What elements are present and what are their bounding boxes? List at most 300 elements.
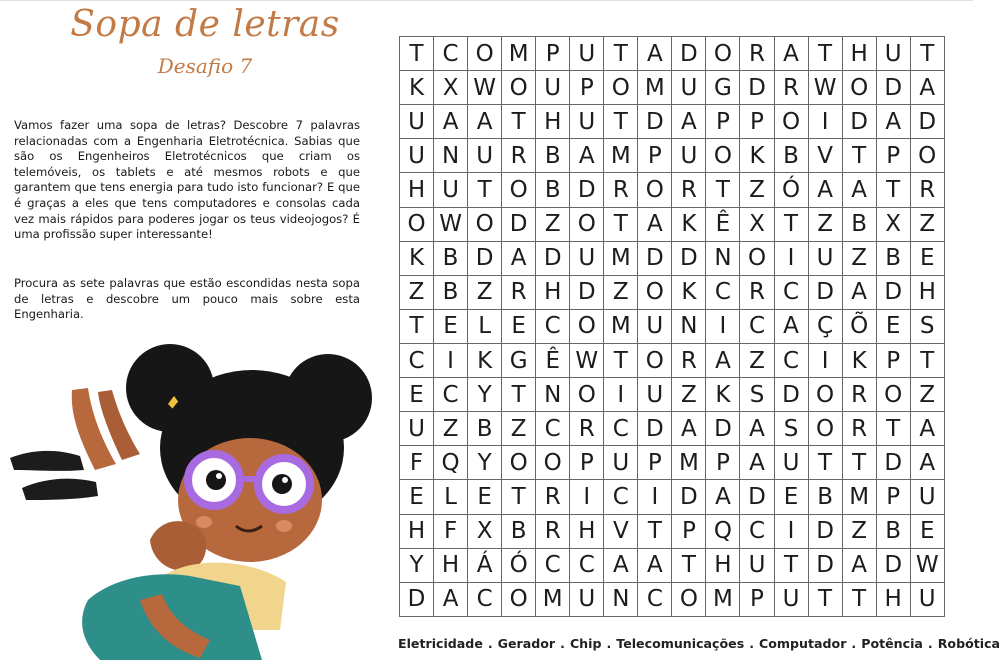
grid-cell[interactable]: H: [911, 276, 945, 310]
shoe-left: [10, 451, 84, 471]
grid-cell[interactable]: T: [911, 344, 945, 378]
grid-cell[interactable]: D: [638, 105, 672, 139]
grid-cell[interactable]: D: [877, 276, 911, 310]
grid-cell[interactable]: U: [638, 378, 672, 412]
grid-cell[interactable]: Z: [740, 173, 774, 207]
grid-cell[interactable]: K: [706, 378, 740, 412]
grid-cell[interactable]: C: [536, 412, 570, 446]
grid-cell[interactable]: L: [434, 480, 468, 514]
grid-cell[interactable]: U: [911, 583, 945, 617]
instructions-paragraph: Procura as sete palavras que estão escondidas nesta sopa de letras e descobre um pouco mais sobre esta Engenharia.: [14, 276, 360, 322]
grid-cell[interactable]: D: [911, 105, 945, 139]
grid-cell[interactable]: A: [672, 105, 706, 139]
grid-cell[interactable]: T: [502, 480, 536, 514]
grid-cell[interactable]: Á: [468, 549, 502, 583]
grid-cell[interactable]: R: [672, 173, 706, 207]
grid-cell[interactable]: T: [672, 549, 706, 583]
grid-cell[interactable]: N: [706, 242, 740, 276]
grid-cell[interactable]: G: [706, 71, 740, 105]
grid-cell[interactable]: B: [468, 412, 502, 446]
grid-cell[interactable]: I: [775, 242, 809, 276]
grid-cell[interactable]: R: [740, 37, 774, 71]
grid-cell[interactable]: O: [843, 71, 877, 105]
grid-cell[interactable]: A: [740, 412, 774, 446]
grid-cell[interactable]: O: [570, 208, 604, 242]
grid-cell[interactable]: E: [911, 242, 945, 276]
grid-cell[interactable]: D: [672, 37, 706, 71]
grid-cell[interactable]: L: [468, 310, 502, 344]
grid-cell[interactable]: A: [809, 173, 843, 207]
grid-cell[interactable]: T: [604, 344, 638, 378]
grid-cell[interactable]: R: [570, 412, 604, 446]
grid-cell[interactable]: C: [434, 378, 468, 412]
grid-cell[interactable]: T: [604, 208, 638, 242]
grid-cell[interactable]: O: [502, 71, 536, 105]
grid-cell[interactable]: T: [843, 139, 877, 173]
grid-cell[interactable]: D: [570, 173, 604, 207]
grid-cell[interactable]: Z: [434, 412, 468, 446]
grid-cell[interactable]: Z: [536, 208, 570, 242]
grid-cell[interactable]: C: [434, 37, 468, 71]
grid-cell[interactable]: A: [843, 276, 877, 310]
grid-cell[interactable]: C: [536, 549, 570, 583]
grid-cell[interactable]: B: [434, 242, 468, 276]
grid-cell[interactable]: E: [468, 480, 502, 514]
grid-cell[interactable]: D: [809, 549, 843, 583]
grid-cell[interactable]: P: [536, 37, 570, 71]
grid-cell[interactable]: T: [400, 37, 434, 71]
grid-cell[interactable]: U: [570, 242, 604, 276]
grid-cell[interactable]: D: [536, 242, 570, 276]
grid-cell[interactable]: Z: [400, 276, 434, 310]
grid-cell[interactable]: A: [740, 446, 774, 480]
grid-cell[interactable]: U: [468, 139, 502, 173]
grid-cell[interactable]: Z: [740, 344, 774, 378]
grid-cell[interactable]: U: [400, 139, 434, 173]
grid-cell[interactable]: S: [775, 412, 809, 446]
grid-cell[interactable]: N: [536, 378, 570, 412]
grid-cell[interactable]: T: [604, 105, 638, 139]
eye-right: [272, 474, 292, 494]
grid-cell[interactable]: D: [809, 276, 843, 310]
grid-cell[interactable]: E: [400, 378, 434, 412]
grid-cell[interactable]: A: [434, 583, 468, 617]
grid-cell[interactable]: T: [400, 310, 434, 344]
grid-cell[interactable]: U: [570, 37, 604, 71]
grid-cell[interactable]: I: [809, 105, 843, 139]
grid-cell[interactable]: U: [809, 242, 843, 276]
grid-cell[interactable]: D: [672, 480, 706, 514]
grid-cell[interactable]: T: [809, 446, 843, 480]
grid-cell[interactable]: C: [400, 344, 434, 378]
grid-cell[interactable]: W: [809, 71, 843, 105]
grid-cell[interactable]: E: [502, 310, 536, 344]
grid-cell[interactable]: P: [570, 71, 604, 105]
grid-cell[interactable]: U: [536, 71, 570, 105]
grid-cell[interactable]: O: [809, 378, 843, 412]
grid-cell[interactable]: C: [604, 480, 638, 514]
grid-cell[interactable]: A: [638, 549, 672, 583]
word-list-item: Chip: [569, 636, 602, 651]
grid-cell[interactable]: F: [434, 515, 468, 549]
grid-cell[interactable]: U: [604, 446, 638, 480]
cheek-right: [276, 520, 292, 532]
grid-cell[interactable]: E: [400, 480, 434, 514]
grid-cell[interactable]: A: [502, 242, 536, 276]
grid-cell[interactable]: I: [604, 378, 638, 412]
grid-cell[interactable]: A: [843, 549, 877, 583]
grid-cell[interactable]: W: [911, 549, 945, 583]
grid-cell[interactable]: M: [706, 583, 740, 617]
word-list-item: Robótica: [937, 636, 1000, 651]
grid-cell[interactable]: Z: [502, 412, 536, 446]
grid-cell[interactable]: C: [468, 583, 502, 617]
hand: [150, 521, 206, 571]
word-list-item: Telecomunicações: [616, 636, 745, 651]
grid-cell[interactable]: P: [672, 515, 706, 549]
grid-cell[interactable]: T: [706, 173, 740, 207]
grid-cell[interactable]: I: [706, 310, 740, 344]
grid-cell[interactable]: T: [638, 515, 672, 549]
grid-cell[interactable]: F: [400, 446, 434, 480]
intro-paragraph: Vamos fazer uma sopa de letras? Descobre 7 palavras relacionadas com a Engenharia Eletrotécnica. Sabias que são os Engenheiros Eletrotécnicos que criam os telemóveis, os tablets e até mesmos robots e que garantem que tens energia para tudo isto funcionar? E que é graças a eles que tens computadores e consolas cada vez mais rápidos para poderes jogar os teus videojogos? É uma profissão super interessante!: [14, 118, 360, 242]
grid-cell[interactable]: T: [843, 583, 877, 617]
grid-cell[interactable]: M: [604, 139, 638, 173]
grid-cell[interactable]: B: [502, 515, 536, 549]
word-search-grid: [399, 36, 945, 617]
grid-cell[interactable]: G: [502, 344, 536, 378]
grid-cell[interactable]: Ó: [502, 549, 536, 583]
glasses-bridge: [238, 476, 260, 482]
grid-cell[interactable]: U: [400, 412, 434, 446]
grid-cell[interactable]: U: [570, 583, 604, 617]
grid-cell[interactable]: A: [775, 37, 809, 71]
grid-cell[interactable]: D: [809, 515, 843, 549]
grid-cell[interactable]: I: [775, 515, 809, 549]
grid-cell[interactable]: T: [502, 378, 536, 412]
grid-cell[interactable]: I: [809, 344, 843, 378]
grid-cell[interactable]: P: [877, 344, 911, 378]
grid-cell[interactable]: O: [911, 139, 945, 173]
grid-cell[interactable]: E: [911, 515, 945, 549]
grid-cell[interactable]: P: [706, 105, 740, 139]
grid-cell[interactable]: M: [536, 583, 570, 617]
grid-cell[interactable]: R: [740, 276, 774, 310]
grid-cell[interactable]: B: [843, 208, 877, 242]
eye-left: [206, 470, 226, 490]
grid-cell[interactable]: Z: [911, 378, 945, 412]
grid-cell[interactable]: C: [706, 276, 740, 310]
grid-cell[interactable]: I: [434, 344, 468, 378]
grid-cell[interactable]: X: [434, 71, 468, 105]
grid-cell[interactable]: Ó: [775, 173, 809, 207]
grid-cell[interactable]: Q: [706, 515, 740, 549]
grid-cell[interactable]: V: [604, 515, 638, 549]
grid-cell[interactable]: Y: [468, 378, 502, 412]
grid-cell[interactable]: O: [502, 446, 536, 480]
grid-cell[interactable]: U: [911, 480, 945, 514]
grid-cell[interactable]: T: [604, 37, 638, 71]
grid-cell[interactable]: T: [502, 105, 536, 139]
grid-cell[interactable]: P: [706, 446, 740, 480]
grid-cell[interactable]: O: [809, 412, 843, 446]
grid-cell[interactable]: A: [604, 549, 638, 583]
grid-cell[interactable]: D: [570, 276, 604, 310]
grid-cell[interactable]: C: [604, 412, 638, 446]
grid-cell[interactable]: O: [502, 173, 536, 207]
grid-cell[interactable]: S: [911, 310, 945, 344]
grid-cell[interactable]: Ê: [706, 208, 740, 242]
grid-cell[interactable]: Z: [604, 276, 638, 310]
grid-cell[interactable]: M: [502, 37, 536, 71]
grid-cell[interactable]: C: [775, 276, 809, 310]
grid-cell[interactable]: C: [638, 583, 672, 617]
grid-cell[interactable]: A: [638, 37, 672, 71]
grid-cell[interactable]: O: [468, 37, 502, 71]
grid-cell[interactable]: X: [468, 515, 502, 549]
grid-cell[interactable]: Z: [672, 378, 706, 412]
grid-cell[interactable]: H: [877, 583, 911, 617]
grid-cell[interactable]: Y: [400, 549, 434, 583]
grid-cell[interactable]: M: [638, 71, 672, 105]
grid-cell[interactable]: O: [706, 139, 740, 173]
grid-cell[interactable]: K: [468, 344, 502, 378]
grid-cell[interactable]: O: [570, 378, 604, 412]
grid-cell[interactable]: Z: [468, 276, 502, 310]
grid-cell[interactable]: N: [604, 583, 638, 617]
grid-cell[interactable]: U: [400, 105, 434, 139]
grid-cell[interactable]: Z: [843, 515, 877, 549]
grid-cell[interactable]: D: [740, 480, 774, 514]
grid-cell[interactable]: B: [809, 480, 843, 514]
grid-cell[interactable]: P: [638, 139, 672, 173]
grid-cell[interactable]: T: [809, 37, 843, 71]
girl-illustration: [0, 330, 380, 670]
grid-cell[interactable]: P: [570, 446, 604, 480]
grid-cell[interactable]: T: [809, 583, 843, 617]
grid-cell[interactable]: T: [911, 37, 945, 71]
grid-cell[interactable]: R: [536, 480, 570, 514]
grid-cell[interactable]: O: [672, 583, 706, 617]
grid-cell[interactable]: H: [843, 37, 877, 71]
page-title: Sopa de letras: [70, 4, 340, 45]
grid-cell[interactable]: R: [502, 276, 536, 310]
grid-cell[interactable]: O: [877, 378, 911, 412]
grid-cell[interactable]: B: [536, 173, 570, 207]
grid-cell[interactable]: B: [877, 515, 911, 549]
grid-cell[interactable]: K: [400, 71, 434, 105]
shoe-right: [22, 479, 98, 500]
grid-cell[interactable]: A: [877, 105, 911, 139]
grid-cell[interactable]: I: [570, 480, 604, 514]
grid-cell[interactable]: O: [502, 583, 536, 617]
grid-cell[interactable]: A: [843, 173, 877, 207]
grid-cell[interactable]: A: [706, 480, 740, 514]
grid-cell[interactable]: D: [740, 71, 774, 105]
grid-cell[interactable]: O: [775, 105, 809, 139]
grid-cell[interactable]: A: [672, 412, 706, 446]
grid-cell[interactable]: B: [877, 242, 911, 276]
grid-cell[interactable]: C: [740, 310, 774, 344]
grid-cell[interactable]: K: [672, 276, 706, 310]
grid-cell[interactable]: D: [877, 71, 911, 105]
grid-cell[interactable]: B: [775, 139, 809, 173]
grid-cell[interactable]: U: [672, 71, 706, 105]
grid-cell[interactable]: E: [434, 310, 468, 344]
grid-cell[interactable]: M: [843, 480, 877, 514]
grid-cell[interactable]: I: [638, 480, 672, 514]
grid-cell[interactable]: Z: [809, 208, 843, 242]
grid-cell[interactable]: D: [775, 378, 809, 412]
grid-cell[interactable]: E: [877, 310, 911, 344]
grid-cell[interactable]: A: [638, 208, 672, 242]
grid-cell[interactable]: A: [570, 139, 604, 173]
grid-cell[interactable]: O: [740, 242, 774, 276]
grid-cell[interactable]: W: [468, 71, 502, 105]
word-separator: .: [749, 636, 755, 651]
grid-cell[interactable]: R: [843, 378, 877, 412]
grid-cell[interactable]: A: [911, 71, 945, 105]
grid-cell[interactable]: D: [843, 105, 877, 139]
grid-cell[interactable]: R: [502, 139, 536, 173]
grid-cell[interactable]: W: [434, 208, 468, 242]
grid-cell[interactable]: H: [536, 105, 570, 139]
grid-cell[interactable]: Z: [843, 242, 877, 276]
grid-cell[interactable]: P: [877, 139, 911, 173]
grid-cell[interactable]: K: [740, 139, 774, 173]
grid-cell[interactable]: U: [877, 37, 911, 71]
grid-cell[interactable]: E: [775, 480, 809, 514]
grid-cell[interactable]: D: [400, 583, 434, 617]
grid-cell[interactable]: O: [536, 446, 570, 480]
grid-cell[interactable]: O: [604, 71, 638, 105]
grid-cell[interactable]: H: [536, 276, 570, 310]
word-separator: .: [606, 636, 612, 651]
grid-cell[interactable]: O: [638, 276, 672, 310]
grid-cell[interactable]: U: [638, 310, 672, 344]
grid-cell[interactable]: B: [434, 276, 468, 310]
grid-cell[interactable]: R: [536, 515, 570, 549]
grid-cell[interactable]: U: [775, 446, 809, 480]
grid-cell[interactable]: K: [400, 242, 434, 276]
word-separator: .: [851, 636, 857, 651]
grid-cell[interactable]: R: [843, 412, 877, 446]
grid-cell[interactable]: R: [775, 71, 809, 105]
grid-cell[interactable]: C: [536, 310, 570, 344]
grid-cell[interactable]: K: [843, 344, 877, 378]
grid-cell[interactable]: M: [604, 310, 638, 344]
page-subtitle: Desafio 7: [157, 54, 253, 78]
grid-cell[interactable]: D: [638, 242, 672, 276]
grid-cell[interactable]: Z: [911, 208, 945, 242]
grid-cell[interactable]: D: [468, 242, 502, 276]
grid-cell[interactable]: M: [672, 446, 706, 480]
grid-cell[interactable]: W: [570, 344, 604, 378]
grid-cell[interactable]: A: [911, 446, 945, 480]
grid-cell[interactable]: X: [740, 208, 774, 242]
word-separator: .: [560, 636, 565, 651]
grid-cell[interactable]: H: [400, 173, 434, 207]
word-separator: .: [927, 636, 933, 651]
grid-cell[interactable]: H: [570, 515, 604, 549]
grid-cell[interactable]: O: [400, 208, 434, 242]
grid-cell[interactable]: D: [877, 549, 911, 583]
grid-cell[interactable]: R: [672, 344, 706, 378]
grid-cell[interactable]: C: [740, 515, 774, 549]
grid-cell[interactable]: Y: [468, 446, 502, 480]
grid-cell[interactable]: O: [638, 173, 672, 207]
grid-cell[interactable]: N: [434, 139, 468, 173]
grid-cell[interactable]: C: [570, 549, 604, 583]
grid-cell[interactable]: C: [775, 344, 809, 378]
grid-cell[interactable]: P: [740, 583, 774, 617]
grid-cell[interactable]: M: [604, 242, 638, 276]
grid-cell[interactable]: D: [638, 412, 672, 446]
grid-cell[interactable]: S: [740, 378, 774, 412]
grid-cell[interactable]: N: [672, 310, 706, 344]
grid-cell[interactable]: T: [843, 446, 877, 480]
grid-cell[interactable]: R: [911, 173, 945, 207]
word-list-item: Computador: [759, 636, 847, 651]
grid-cell[interactable]: A: [911, 412, 945, 446]
word-list-item: Potência: [861, 636, 923, 651]
grid-cell[interactable]: D: [706, 412, 740, 446]
grid-cell[interactable]: T: [775, 549, 809, 583]
grid-cell[interactable]: P: [877, 480, 911, 514]
grid-cell[interactable]: T: [468, 173, 502, 207]
grid-cell[interactable]: T: [877, 173, 911, 207]
grid-cell[interactable]: A: [775, 310, 809, 344]
word-separator: .: [487, 636, 493, 651]
grid-cell[interactable]: O: [570, 310, 604, 344]
grid-cell[interactable]: P: [740, 105, 774, 139]
grid-cell[interactable]: X: [877, 208, 911, 242]
grid-cell[interactable]: K: [672, 208, 706, 242]
grid-cell[interactable]: T: [775, 208, 809, 242]
grid-cell[interactable]: P: [638, 446, 672, 480]
grid-cell[interactable]: A: [468, 105, 502, 139]
word-list-item: Gerador: [497, 636, 556, 651]
grid-cell[interactable]: A: [706, 344, 740, 378]
grid-cell[interactable]: O: [468, 208, 502, 242]
grid-cell[interactable]: H: [434, 549, 468, 583]
grid-cell[interactable]: R: [604, 173, 638, 207]
grid-cell[interactable]: O: [706, 37, 740, 71]
grid-cell[interactable]: T: [877, 412, 911, 446]
grid-cell[interactable]: U: [570, 105, 604, 139]
word-list: [398, 636, 1000, 651]
grid-cell[interactable]: B: [536, 139, 570, 173]
word-list-item: Eletricidade: [398, 636, 483, 651]
cheek-left: [196, 516, 212, 528]
grid-cell[interactable]: Ê: [536, 344, 570, 378]
grid-cell[interactable]: D: [877, 446, 911, 480]
grid-cell[interactable]: D: [672, 242, 706, 276]
grid-cell[interactable]: Q: [434, 446, 468, 480]
grid-cell[interactable]: V: [809, 139, 843, 173]
grid-cell[interactable]: O: [638, 344, 672, 378]
grid-cell[interactable]: D: [502, 208, 536, 242]
grid-cell[interactable]: U: [775, 583, 809, 617]
grid-cell[interactable]: U: [740, 549, 774, 583]
grid-cell[interactable]: H: [706, 549, 740, 583]
grid-cell[interactable]: Ç: [809, 310, 843, 344]
grid-cell[interactable]: A: [434, 105, 468, 139]
grid-cell[interactable]: U: [672, 139, 706, 173]
grid-cell[interactable]: Õ: [843, 310, 877, 344]
grid-cell[interactable]: U: [434, 173, 468, 207]
grid-cell[interactable]: H: [400, 515, 434, 549]
